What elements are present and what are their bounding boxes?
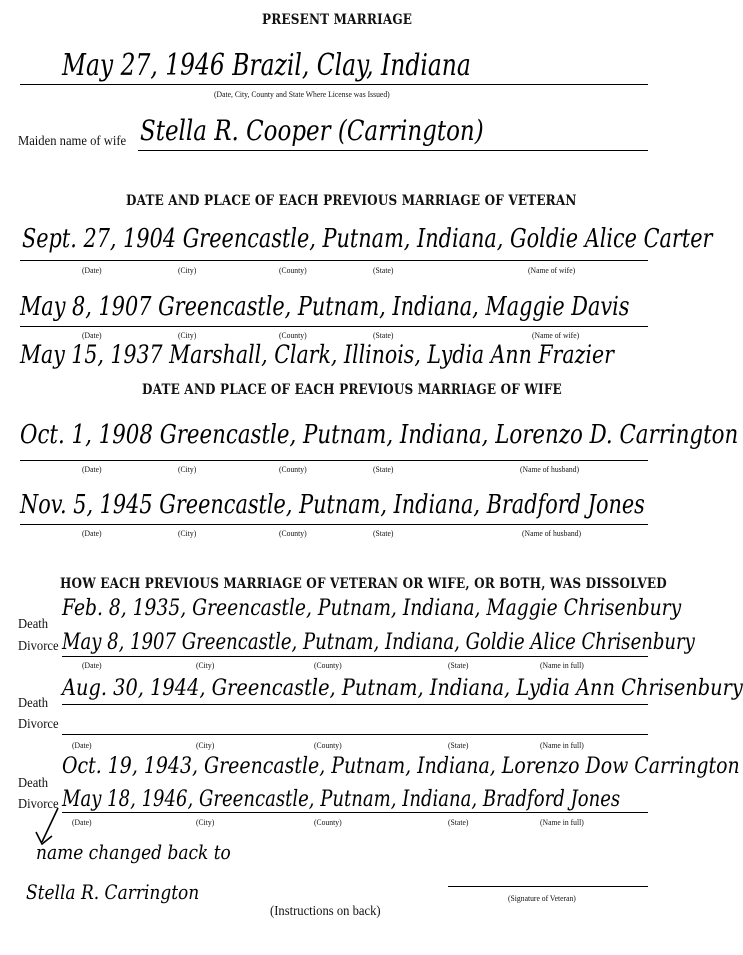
caption-date: (Date): [82, 528, 102, 538]
caption-county: (County): [314, 817, 342, 827]
block1-divorce-entry: May 8, 1907 Greencastle, Putnam, Indiana, Goldie Alice Chrisenbury: [62, 630, 695, 655]
death-label: Death: [18, 696, 49, 711]
caption-county: (County): [279, 464, 307, 474]
caption-state: (State): [373, 330, 394, 340]
caption-name-in-full: (Name in full): [540, 740, 584, 750]
veteran-previous-heading: DATE AND PLACE OF EACH PREVIOUS MARRIAGE OF VETERAN: [126, 193, 577, 209]
caption-date: (Date): [72, 740, 92, 750]
caption-name-of-husband: (Name of husband): [522, 528, 582, 538]
signature-caption: (Signature of Veteran): [508, 893, 576, 903]
wife-previous-heading: DATE AND PLACE OF EACH PREVIOUS MARRIAGE OF WIFE: [142, 382, 562, 398]
caption-county: (County): [314, 740, 342, 750]
caption-state: (State): [448, 660, 469, 670]
divorce-label: Divorce: [18, 717, 59, 732]
death-label: Death: [18, 776, 49, 791]
caption-state: (State): [373, 464, 394, 474]
present-marriage-entry: May 27, 1946 Brazil, Clay, Indiana: [62, 48, 471, 83]
caption-state: (State): [373, 528, 394, 538]
caption-date: (Date): [82, 265, 102, 275]
dissolved-heading: HOW EACH PREVIOUS MARRIAGE OF VETERAN OR WIFE, OR BOTH, WAS DISSOLVED: [60, 576, 667, 592]
block2-divorce-line: [62, 734, 648, 735]
name-change-note-line2: Stella R. Carrington: [26, 880, 200, 904]
caption-name-in-full: (Name in full): [540, 817, 584, 827]
wife-marriage-1: Oct. 1, 1908 Greencastle, Putnam, Indiana, Lorenzo D. Carrington: [20, 420, 739, 450]
caption-date: (Date): [82, 660, 102, 670]
caption-county: (County): [279, 265, 307, 275]
present-marriage-caption: (Date, City, County and State Where License was Issued): [214, 89, 390, 99]
block1-line: [62, 656, 648, 657]
block3-line: [62, 812, 648, 813]
caption-city: (City): [178, 528, 197, 538]
caption-city: (City): [178, 330, 197, 340]
wife-marriage-2: Nov. 5, 1945 Greencastle, Putnam, Indiana, Bradford Jones: [20, 490, 645, 520]
caption-city: (City): [196, 817, 215, 827]
caption-date: (Date): [82, 330, 102, 340]
present-marriage-heading: PRESENT MARRIAGE: [262, 12, 413, 28]
instructions-note: (Instructions on back): [270, 904, 381, 919]
veteran-marriage-2-line: [20, 326, 648, 327]
caption-city: (City): [196, 740, 215, 750]
maiden-name-line: [138, 150, 648, 151]
caption-state: (State): [448, 740, 469, 750]
caption-name-in-full: (Name in full): [540, 660, 584, 670]
caption-name-of-wife: (Name of wife): [532, 330, 580, 340]
divorce-label: Divorce: [18, 639, 59, 654]
block3-divorce-entry: May 18, 1946, Greencastle, Putnam, Indiana, Bradford Jones: [62, 787, 621, 812]
caption-county: (County): [279, 330, 307, 340]
veteran-marriage-2: May 8, 1907 Greencastle, Putnam, Indiana, Maggie Davis: [20, 292, 630, 322]
block3-death-entry: Oct. 19, 1943, Greencastle, Putnam, Indiana, Lorenzo Dow Carrington: [62, 754, 740, 779]
caption-city: (City): [178, 265, 197, 275]
caption-city: (City): [178, 464, 197, 474]
veteran-marriage-1: Sept. 27, 1904 Greencastle, Putnam, Indiana, Goldie Alice Carter: [22, 224, 713, 254]
block2-death-line: [62, 704, 648, 705]
signature-line: [448, 886, 648, 887]
block2-death-entry: Aug. 30, 1944, Greencastle, Putnam, Indiana, Lydia Ann Chrisenbury: [62, 676, 743, 701]
caption-name-of-wife: (Name of wife): [528, 265, 576, 275]
caption-name-of-husband: (Name of husband): [520, 464, 580, 474]
caption-state: (State): [448, 817, 469, 827]
caption-city: (City): [196, 660, 215, 670]
caption-county: (County): [279, 528, 307, 538]
name-change-note-line1: name changed back to: [36, 840, 231, 864]
present-marriage-line: [20, 84, 648, 85]
maiden-name-label: Maiden name of wife: [18, 134, 127, 149]
wife-marriage-1-line: [20, 460, 648, 461]
block1-death-entry: Feb. 8, 1935, Greencastle, Putnam, Indiana, Maggie Chrisenbury: [62, 596, 682, 621]
caption-state: (State): [373, 265, 394, 275]
divorce-label: Divorce: [18, 797, 59, 812]
veteran-marriage-3: May 15, 1937 Marshall, Clark, Illinois, Lydia Ann Frazier: [20, 340, 614, 369]
caption-date: (Date): [72, 817, 92, 827]
caption-date: (Date): [82, 464, 102, 474]
wife-marriage-2-line: [20, 524, 648, 525]
caption-county: (County): [314, 660, 342, 670]
veteran-marriage-1-line: [20, 260, 648, 261]
maiden-name-value: Stella R. Cooper (Carrington): [140, 114, 484, 147]
death-label: Death: [18, 617, 49, 632]
